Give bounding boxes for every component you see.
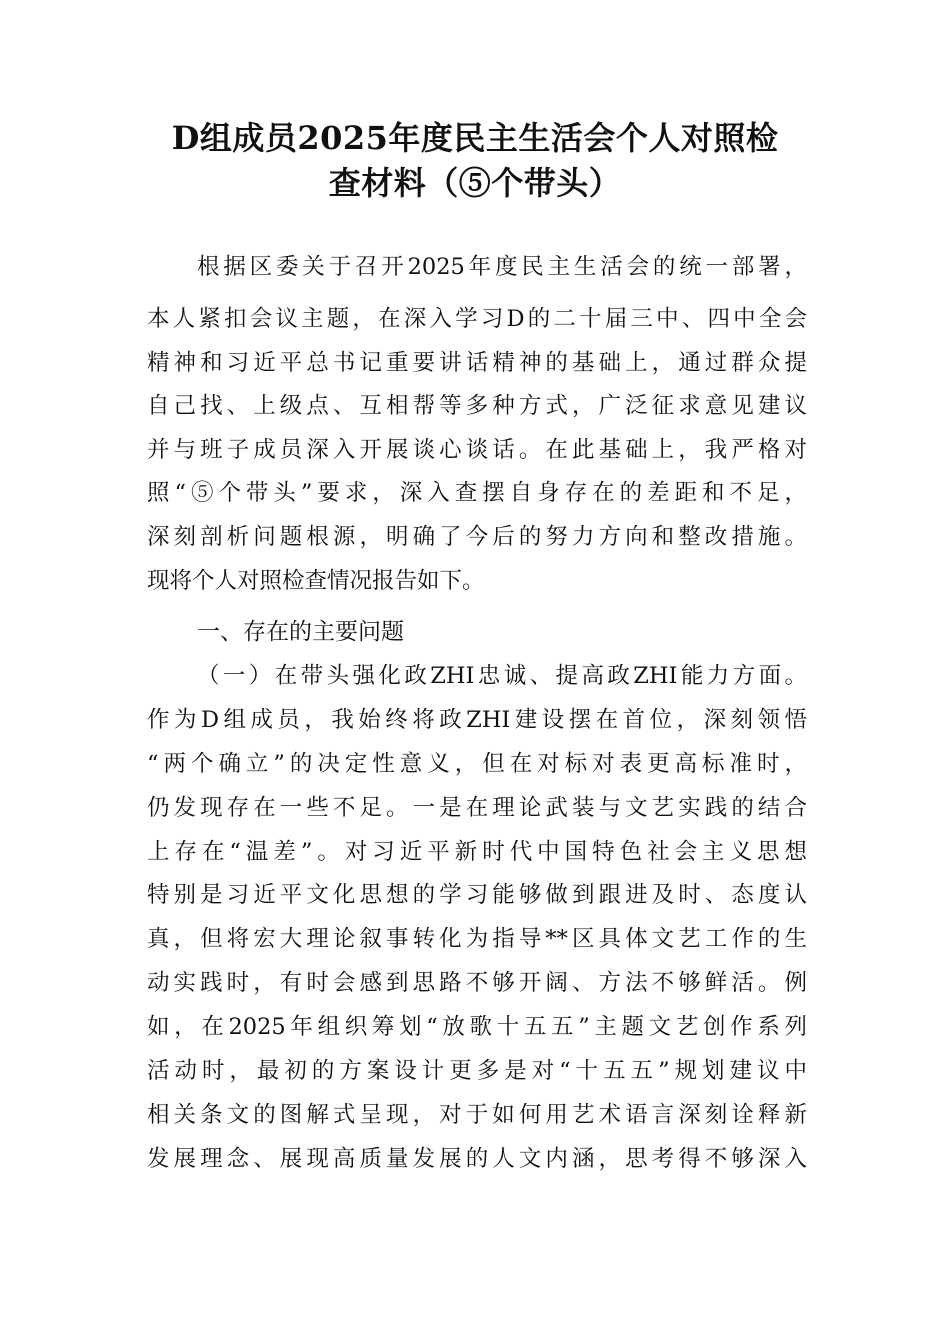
body-line: 真，但将宏大理论叙事转化为指导**区具体文艺工作的生 xyxy=(147,926,807,952)
body-line: “两个确立”的决定性意义，但在对标对表更高标准时， xyxy=(147,751,807,777)
body-line: 如，在2025年组织筹划“放歌十五五”主题文艺创作系列 xyxy=(147,1014,807,1040)
body-line: 作为D组成员，我始终将政ZHI建设摆在首位，深刻领悟 xyxy=(147,707,807,733)
intro-line: 本人紧扣会议主题，在深入学习D的二十届三中、四中全会 xyxy=(147,306,807,332)
body-line: 相关条文的图解式呈现，对于如何用艺术语言深刻诠释新 xyxy=(147,1102,807,1128)
body-line: 特别是习近平文化思想的学习能够做到跟进及时、态度认 xyxy=(147,882,807,908)
document-title-line-1: D组成员2025年度民主生活会个人对照检 xyxy=(171,119,779,157)
intro-line: 现将个人对照检查情况报告如下。 xyxy=(147,568,485,594)
intro-line: 并与班子成员深入开展谈心谈话。在此基础上，我严格对 xyxy=(147,437,807,463)
section-heading: 一、存在的主要问题 xyxy=(197,619,404,645)
intro-line: 深刻剖析问题根源，明确了今后的努力方向和整改措施。 xyxy=(147,524,807,550)
intro-line: 自己找、上级点、互相帮等多种方式，广泛征求意见建议 xyxy=(147,393,807,419)
document-title-line-2: 查材料（⑤个带头） xyxy=(328,164,622,202)
body-line: 发展理念、展现高质量发展的人文内涵，思考得不够深入 xyxy=(147,1146,807,1172)
body-line: 活动时，最初的方案设计更多是对“十五五”规划建议中 xyxy=(147,1058,807,1084)
intro-line: 根据区委关于召开2025年度民主生活会的统一部署， xyxy=(197,254,807,280)
body-line: 动实践时，有时会感到思路不够开阔、方法不够鲜活。例 xyxy=(147,970,807,996)
intro-line: 精神和习近平总书记重要讲话精神的基础上，通过群众提 xyxy=(147,350,807,376)
body-line: 上存在“温差”。对习近平新时代中国特色社会主义思想 xyxy=(147,839,807,865)
intro-line: 照“⑤个带头”要求，深入查摆自身存在的差距和不足， xyxy=(147,480,807,506)
subsection-heading-line: （一）在带头强化政ZHI忠诚、提高政ZHI能力方面。 xyxy=(197,663,807,689)
body-line: 仍发现存在一些不足。一是在理论武装与文艺实践的结合 xyxy=(147,795,807,821)
